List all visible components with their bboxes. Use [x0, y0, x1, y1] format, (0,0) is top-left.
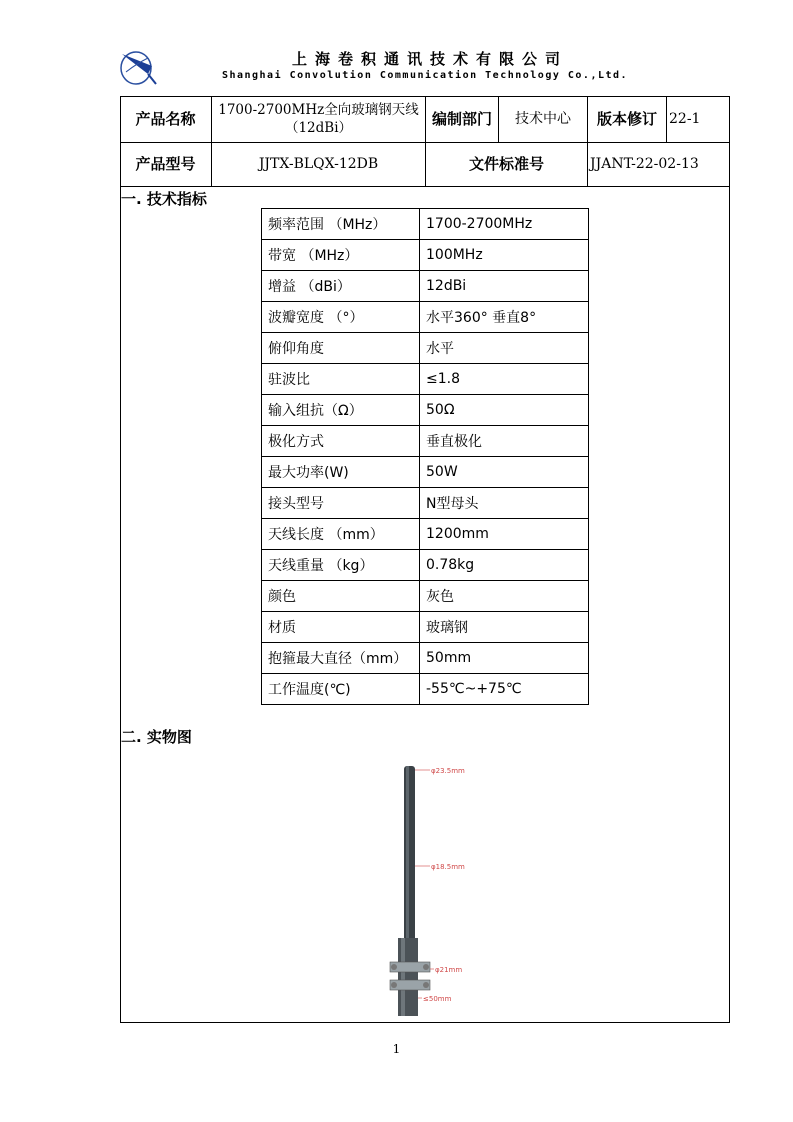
- spec-row: [262, 240, 589, 271]
- document-number-value: JJANT-22-02-13: [590, 156, 699, 172]
- spec-parameter: 波瓣宽度 （°）: [262, 302, 420, 333]
- spec-value: 水平360° 垂直8°: [420, 302, 589, 333]
- spec-value: 12dBi: [420, 271, 589, 302]
- department-label: 编制部门: [431, 110, 492, 128]
- spec-row: [262, 271, 589, 302]
- dimension-label-clamp: φ21mm: [435, 966, 463, 974]
- spec-parameter: 极化方式: [262, 426, 420, 457]
- specs-table: [261, 208, 589, 705]
- spec-value: 1700-2700MHz: [420, 209, 589, 240]
- revision-label: 版本修订: [596, 110, 657, 128]
- spec-parameter: 接头型号: [262, 488, 420, 519]
- section-photo-title: 二. 实物图: [121, 728, 192, 746]
- page-number: 1: [392, 1042, 401, 1056]
- spec-row: [262, 581, 589, 612]
- spec-parameter: 最大功率(W): [262, 457, 420, 488]
- spec-row: [262, 457, 589, 488]
- section-specs-title: 一. 技术指标: [121, 190, 207, 208]
- spec-parameter: 俯仰角度: [262, 333, 420, 364]
- spec-row: [262, 674, 589, 705]
- antenna-photo: [340, 758, 520, 1018]
- product-model-label: 产品型号: [135, 155, 196, 173]
- dimension-label-top: φ23.5mm: [431, 767, 465, 775]
- spec-value: ≤1.8: [420, 364, 589, 395]
- spec-parameter: 材质: [262, 612, 420, 643]
- spec-row: [262, 333, 589, 364]
- spec-row: [262, 426, 589, 457]
- spec-row: [262, 550, 589, 581]
- spec-value: 0.78kg: [420, 550, 589, 581]
- info-bottom-divider: [120, 186, 730, 187]
- spec-value: 垂直极化: [420, 426, 589, 457]
- revision-value: 22-1: [669, 111, 701, 127]
- spec-parameter: 工作温度(℃): [262, 674, 420, 705]
- company-name-cn: 上海卷积通讯技术有限公司: [291, 50, 568, 68]
- product-model-value: JJTX-BLQX-12DB: [258, 156, 379, 172]
- spec-parameter: 驻波比: [262, 364, 420, 395]
- spec-parameter: 天线长度 （mm）: [262, 519, 420, 550]
- product-name-label: 产品名称: [135, 110, 196, 128]
- spec-value: 1200mm: [420, 519, 589, 550]
- spec-value: 50mm: [420, 643, 589, 674]
- document-number-label: 文件标准号: [468, 155, 544, 173]
- company-logo-icon: [118, 44, 158, 88]
- spec-row: [262, 209, 589, 240]
- spec-value: 灰色: [420, 581, 589, 612]
- spec-value: 50W: [420, 457, 589, 488]
- spec-row: [262, 612, 589, 643]
- spec-row: [262, 364, 589, 395]
- dimension-label-pole: ≤50mm: [423, 995, 452, 1003]
- spec-value: 50Ω: [420, 395, 589, 426]
- dimension-label-mid: φ18.5mm: [431, 863, 465, 871]
- spec-value: 玻璃钢: [420, 612, 589, 643]
- spec-row: [262, 519, 589, 550]
- company-name-en: Shanghai Convolution Communication Technology Co.,Ltd.: [221, 70, 629, 81]
- spec-value: 水平: [420, 333, 589, 364]
- spec-row: [262, 302, 589, 333]
- spec-parameter: 颜色: [262, 581, 420, 612]
- spec-row: [262, 395, 589, 426]
- spec-parameter: 输入组抗（Ω）: [262, 395, 420, 426]
- spec-parameter: 抱箍最大直径（mm）: [262, 643, 420, 674]
- spec-row: [262, 488, 589, 519]
- spec-value: 100MHz: [420, 240, 589, 271]
- spec-value: -55℃~+75℃: [420, 674, 589, 705]
- spec-parameter: 增益 （dBi）: [262, 271, 420, 302]
- department-value: 技术中心: [515, 111, 571, 127]
- spec-value: N型母头: [420, 488, 589, 519]
- product-name-value: 1700-2700MHz全向玻璃钢天线（12dBi）: [218, 102, 419, 136]
- spec-parameter: 天线重量 （kg）: [262, 550, 420, 581]
- spec-parameter: 频率范围 （MHz）: [262, 209, 420, 240]
- spec-parameter: 带宽 （MHz）: [262, 240, 420, 271]
- spec-row: [262, 643, 589, 674]
